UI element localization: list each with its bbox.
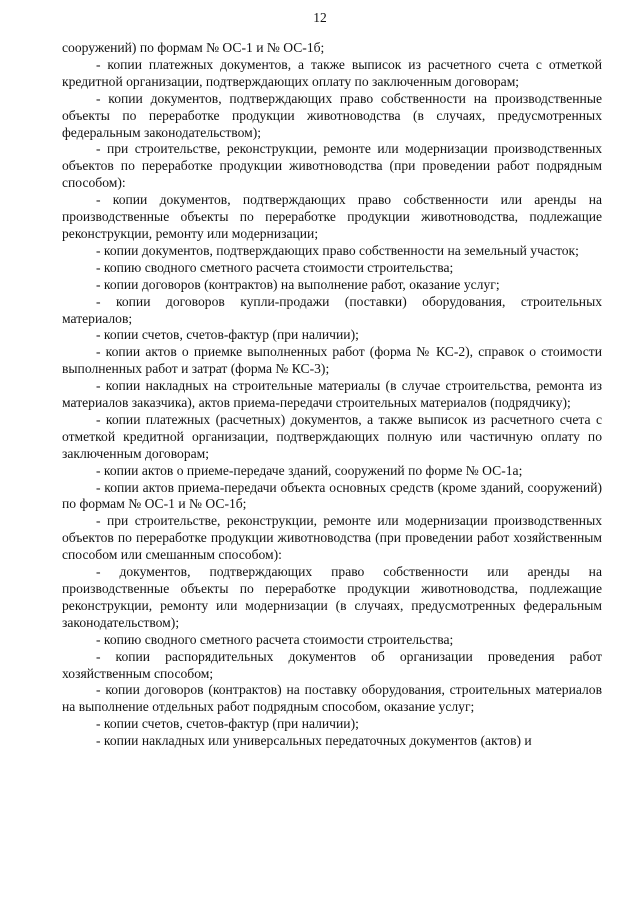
- list-item: - копии счетов, счетов-фактур (при наличии);: [96, 716, 359, 732]
- list-item: - копии документов, подтверждающих право собственности или аренды на производственные объекты по переработке продукции животноводства, подлежащие реконструкции, ремонту или модернизации;: [62, 192, 602, 241]
- list-item: - копии документов, подтверждающих право собственности на земельный участок;: [96, 242, 579, 258]
- list-item: - документов, подтверждающих право собственности или аренды на производственные объекты по переработке продукции животноводства, подлежащие реконструкции, ремонту или модернизации (в случаях, предусмотренных федеральным законодательством);: [62, 564, 602, 630]
- list-item: - копии актов приема-передачи объекта основных средств (кроме зданий, сооружений) по формам № ОС-1 и № ОС-1б;: [62, 479, 602, 512]
- list-item: - копии платежных (расчетных) документов, а также выписок из расчетного счета с отметкой кредитной организации, подтверждающих полную или частичную оплату по заключенным договорам;: [62, 411, 602, 461]
- list-item: - копии договоров (контрактов) на выполнение работ, оказание услуг;: [96, 276, 500, 292]
- list-item: - при строительстве, реконструкции, ремонте или модернизации производственных объектов по переработке продукции животноводства (при проведении работ подрядным способом):: [62, 141, 602, 191]
- list-item: - копии платежных документов, а также выписок из расчетного счета с отметкой кредитной организации, подтверждающих оплату по заключенным договорам;: [62, 56, 602, 89]
- list-item: - копии распорядительных документов об организации проведения работ хозяйственным способом;: [62, 648, 602, 681]
- list-item: - копии документов, подтверждающих право собственности на производственные объекты по переработке продукции животноводства (в случаях, предусмотренных федеральным законодательством);: [62, 90, 602, 140]
- list-item: - копии счетов, счетов-фактур (при наличии);: [96, 327, 359, 343]
- page-number: 12: [313, 10, 327, 25]
- list-item: - копии накладных на строительные материалы (в случае строительства, ремонта из материалов заказчика), актов приема-передачи строительных материалов (подрядчику);: [62, 378, 602, 411]
- list-item: - копию сводного сметного расчета стоимости строительства;: [96, 259, 454, 275]
- list-item: - копии договоров купли-продажи (поставки) оборудования, строительных материалов;: [62, 293, 602, 326]
- list-item: - копии актов о приеме-передаче зданий, сооружений по форме № ОС-1а;: [96, 462, 523, 478]
- paragraph: сооружений) по формам № ОС-1 и № ОС-1б;: [62, 40, 325, 55]
- list-item: - копию сводного сметного расчета стоимости строительства;: [96, 631, 454, 647]
- list-item: - копии актов о приемке выполненных работ (форма № КС-2), справок о стоимости выполненных работ и затрат (форма № КС-3);: [62, 344, 602, 377]
- list-item: - копии накладных или универсальных передаточных документов (актов) и: [96, 733, 532, 749]
- list-item: - при строительстве, реконструкции, ремонте или модернизации производственных объектов по переработке продукции животноводства (при проведении работ хозяйственным способом или смешанным способом):: [62, 513, 602, 563]
- document-body: [62, 40, 602, 750]
- list-item: - копии договоров (контрактов) на поставку оборудования, строительных материалов на выполнение отдельных работ подрядным способом, оказание услуг;: [62, 682, 602, 715]
